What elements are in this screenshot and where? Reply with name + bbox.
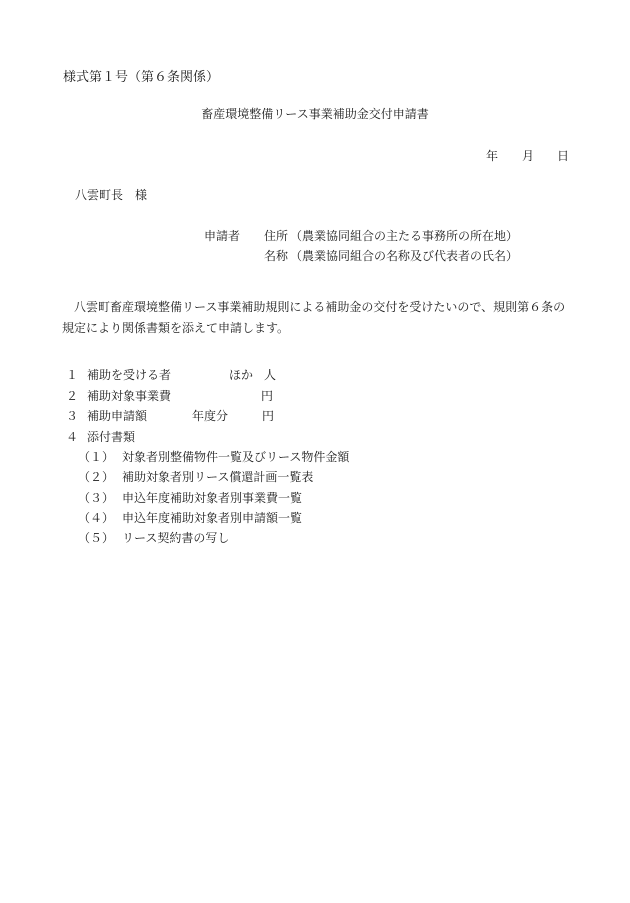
item-suffix: 年度分 <box>192 409 229 423</box>
item-number: ３ <box>66 409 79 423</box>
item-suffix: 円 <box>262 409 275 423</box>
item-number: １ <box>66 368 79 382</box>
addressee: 八雲町長 様 <box>75 188 148 202</box>
item-suffix: ほか <box>229 368 254 382</box>
attachment-number: （１） <box>78 450 115 464</box>
item-suffix: 人 <box>264 368 277 382</box>
address-label: 住所 <box>264 229 289 243</box>
item-label: 補助対象事業費 <box>87 389 172 403</box>
attachment-label: 対象者別整備物件一覧及びリース物件金額 <box>122 450 350 464</box>
item-label: 添付書類 <box>87 430 136 444</box>
date-day: 日 <box>557 149 570 163</box>
date-year: 年 <box>486 149 499 163</box>
attachment-number: （３） <box>78 491 115 505</box>
attachment-number: （４） <box>78 511 115 525</box>
item-label: 補助を受ける者 <box>87 368 172 382</box>
address-note: （農業協同組合の主たる事務所の所在地） <box>290 229 519 243</box>
document-title: 畜産環境整備リース事業補助金交付申請書 <box>201 107 429 121</box>
applicant-label: 申請者 <box>204 229 241 243</box>
attachment-label: リース契約書の写し <box>122 531 230 545</box>
form-number: 様式第１号（第６条関係） <box>63 70 220 85</box>
body-paragraph: 八雲町畜産環境整備リース事業補助規則による補助金の交付を受けたいので、規則第６条の規定により関係書類を添えて申請します。 <box>62 300 566 335</box>
item-number: ４ <box>66 430 79 444</box>
item-suffix: 円 <box>261 389 274 403</box>
name-note: （農業協同組合の名称及び代表者の氏名） <box>290 249 519 263</box>
name-label: 名称 <box>264 249 289 263</box>
item-label: 補助申請額 <box>87 409 148 423</box>
attachment-number: （２） <box>78 470 115 484</box>
attachment-label: 申込年度補助対象者別申請額一覧 <box>122 511 303 525</box>
item-number: ２ <box>66 389 79 403</box>
date-month: 月 <box>522 149 535 163</box>
attachment-number: （５） <box>78 531 115 545</box>
attachment-label: 申込年度補助対象者別事業費一覧 <box>122 491 303 505</box>
attachment-label: 補助対象者別リース償還計画一覧表 <box>122 470 314 484</box>
